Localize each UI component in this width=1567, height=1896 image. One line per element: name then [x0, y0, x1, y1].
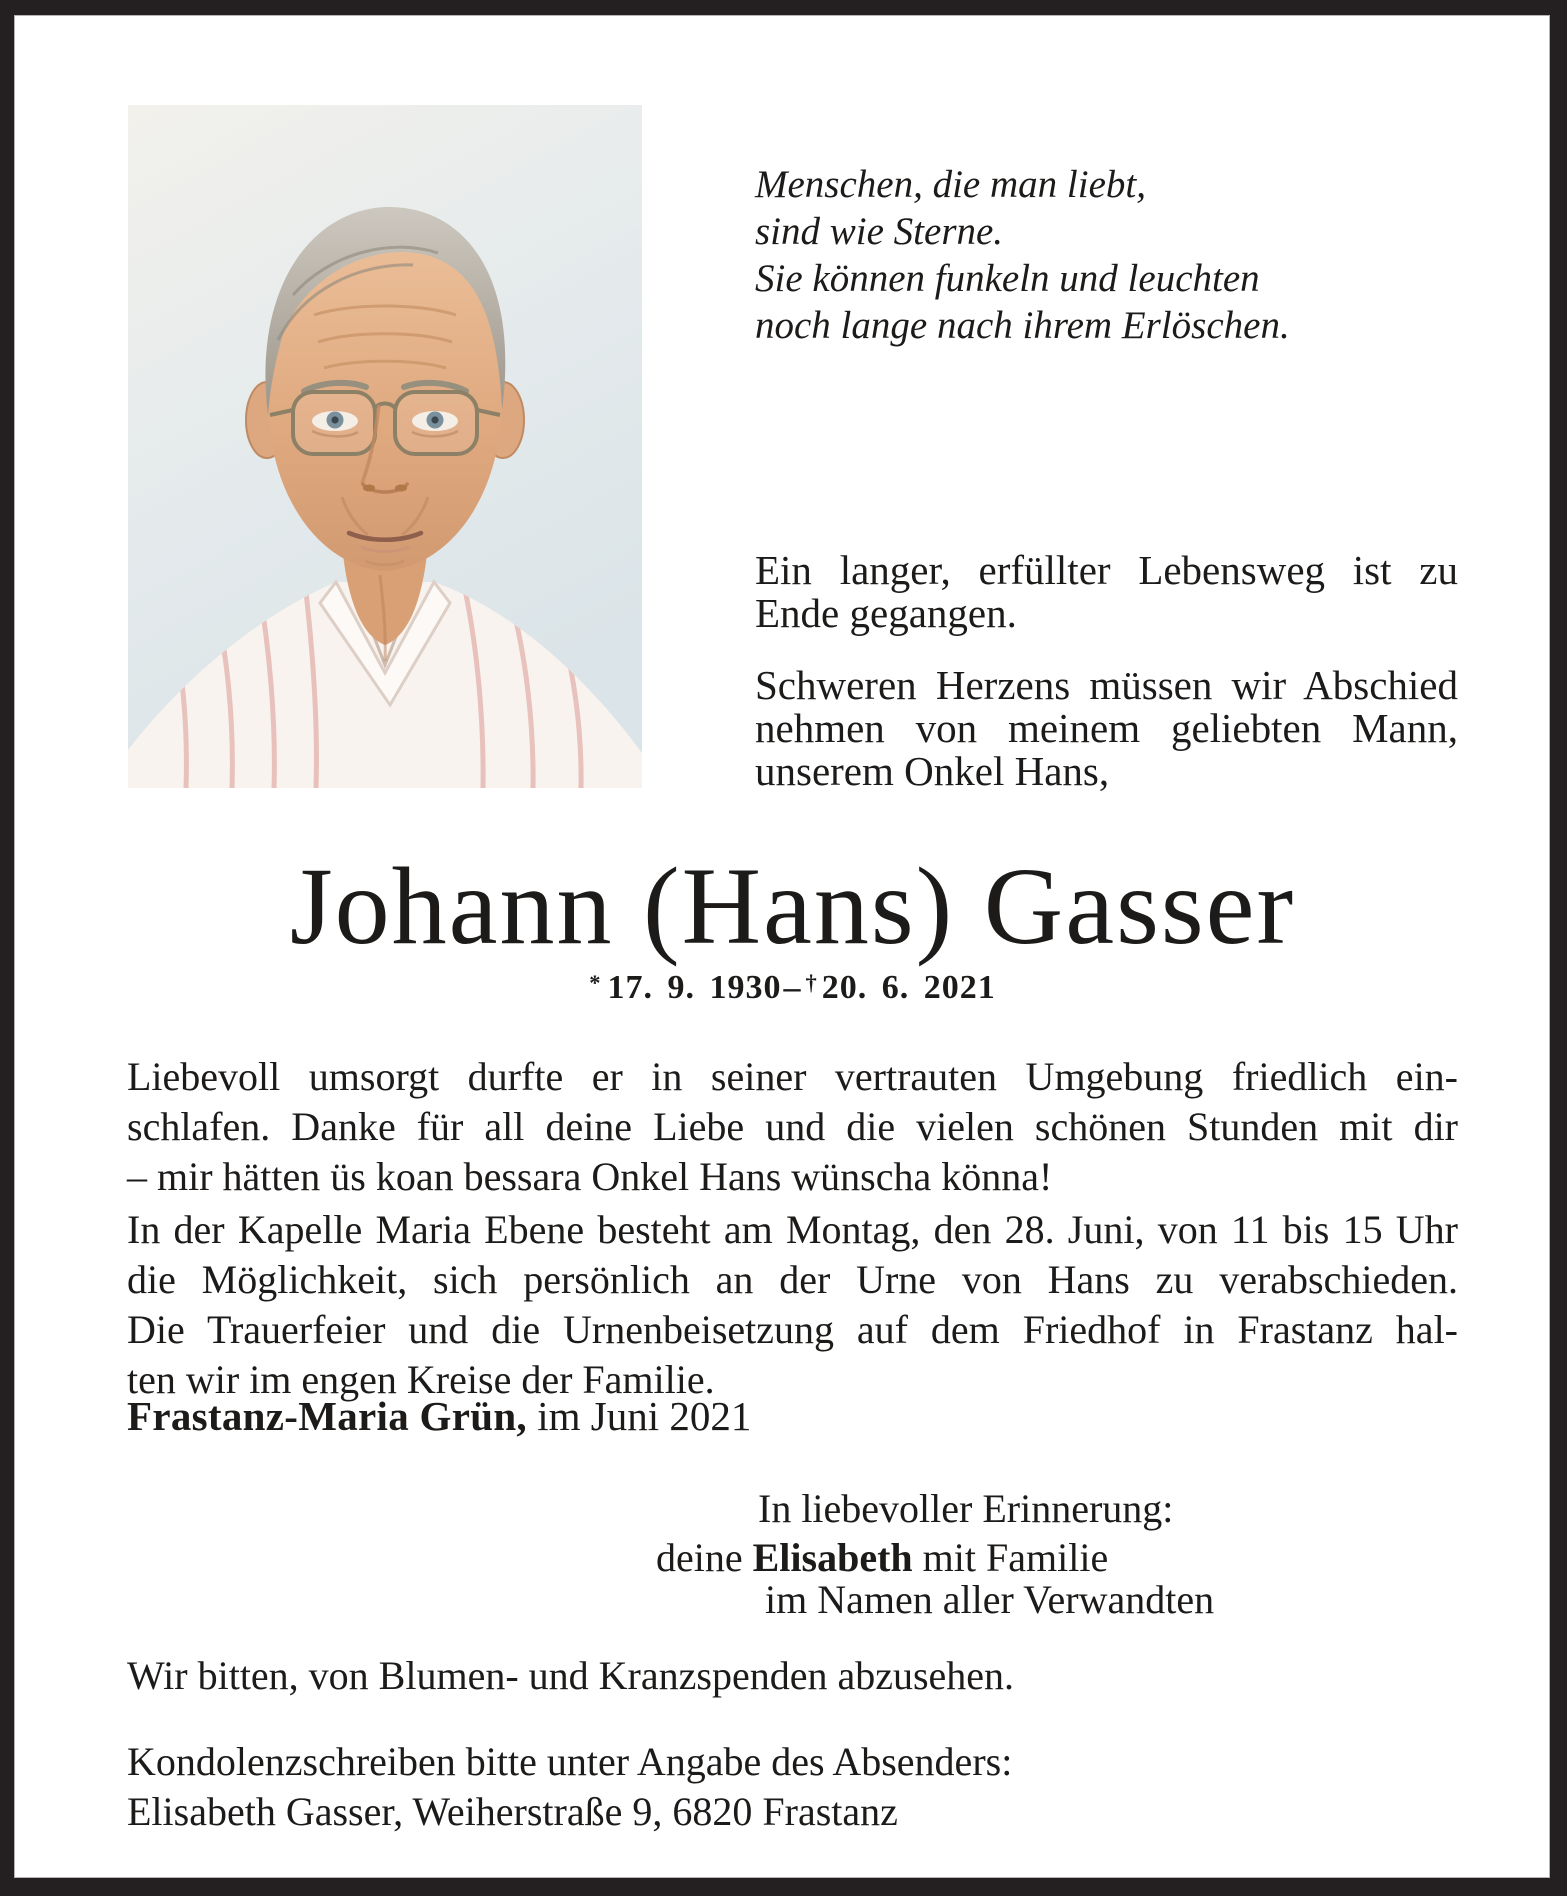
remembrance-relatives-line: im Namen aller Verwandten: [765, 1577, 1215, 1622]
date-dash: –: [783, 969, 802, 1006]
body-paragraph-2: [127, 1205, 1458, 1405]
intro-line: nehmen von meinem geliebten Mann,: [755, 705, 1458, 751]
poem-line: Sie können funkeln und leuchten: [755, 257, 1260, 300]
birth-star-symbol: *: [589, 970, 602, 995]
memorial-poem: [755, 161, 1465, 349]
poem-line: Menschen, die man liebt,: [755, 163, 1146, 206]
poem-line: noch lange nach ihrem Erlöschen.: [755, 304, 1290, 347]
intro-paragraph-1: [755, 549, 1458, 635]
intro-line: Ende gegangen.: [755, 590, 1017, 636]
condolence-line: Kondolenzschreiben bitte unter Angabe des Absenders:: [127, 1739, 1013, 1784]
body-paragraph-1: [127, 1052, 1458, 1202]
poem-line: sind wie Sterne.: [755, 210, 1004, 253]
intro-line: unserem Onkel Hans,: [755, 748, 1110, 794]
body-line: Die Trauerfeier und die Urnenbeisetzung auf dem Friedhof in Frastanz hal-: [127, 1307, 1458, 1352]
intro-line: Ein langer, erfüllter Lebensweg ist zu: [755, 547, 1458, 593]
remembrance-heading: In liebevoller Erinnerung:: [758, 1486, 1174, 1531]
remembrance-prefix: deine: [656, 1535, 743, 1580]
body-line: die Möglichkeit, sich persönlich an der Urne von Hans zu verabschieden.: [127, 1257, 1458, 1302]
condolence-note: [127, 1737, 1012, 1837]
portrait-photo: [128, 105, 642, 788]
intro-paragraph-2: [755, 664, 1458, 793]
life-dates: [127, 969, 1458, 1007]
condolence-address: Elisabeth Gasser, Weiherstraße 9, 6820 Frastanz: [127, 1789, 898, 1834]
dateline-date: im Juni 2021: [537, 1393, 752, 1439]
remembrance-name: Elisabeth: [752, 1535, 913, 1580]
remembrance-family-line: [656, 1534, 1108, 1581]
body-line: ten wir im engen Kreise der Familie.: [127, 1357, 715, 1402]
dateline: [127, 1392, 751, 1440]
body-line: In der Kapelle Maria Ebene besteht am Montag, den 28. Juni, von 11 bis 15 Uhr: [127, 1207, 1458, 1252]
deceased-name: Johann (Hans) Gasser: [289, 845, 1296, 967]
body-line: schlafen. Danke für all deine Liebe und die vielen schönen Stunden mit dir: [127, 1104, 1458, 1149]
flowers-request: Wir bitten, von Blumen- und Kranzspenden abzusehen.: [127, 1653, 1015, 1698]
death-date: 20. 6. 2021: [821, 969, 996, 1006]
dateline-place: Frastanz-Maria Grün,: [127, 1393, 527, 1439]
birth-date: 17. 9. 1930: [607, 969, 782, 1006]
death-cross-symbol: †: [805, 970, 818, 995]
intro-line: Schweren Herzens müssen wir Abschied: [755, 662, 1458, 708]
body-line: – mir hätten üs koan bessara Onkel Hans wünscha könna!: [127, 1154, 1053, 1199]
portrait-photo-drawing: [128, 105, 642, 788]
remembrance-suffix: mit Familie: [922, 1535, 1109, 1580]
body-line: Liebevoll umsorgt durfte er in seiner vertrauten Umgebung friedlich ein-: [127, 1054, 1458, 1099]
